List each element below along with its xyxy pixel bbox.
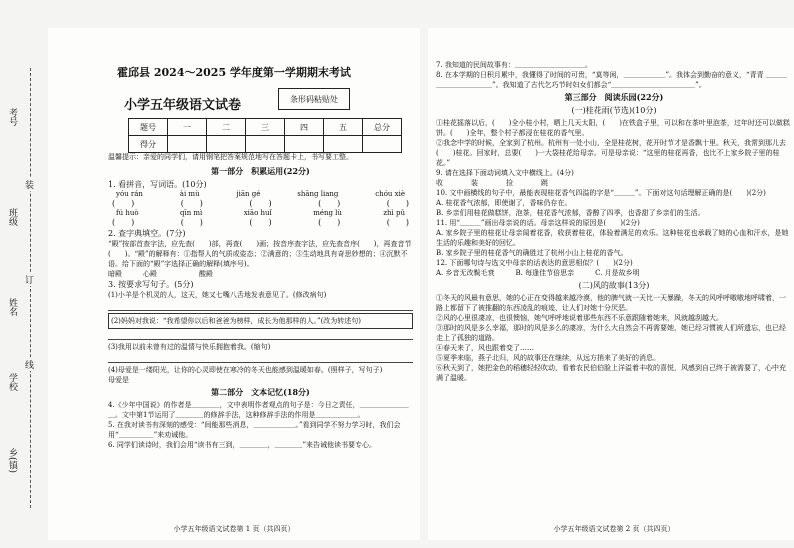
score-header-cell: 五	[324, 119, 363, 136]
reading1-p2: ②我念中学的时候，全家到了杭州。杭州有一处小山，全是桂花树，花开时节才是香飘十里。秋天，我常到那儿去( )桂花。回家时，总要( )一大袋桂花给母亲。可是母亲说：“这里的桂花再香，也比不上家乡院子里的桂花。”	[436, 139, 786, 167]
label-xiang: 乡(镇)	[7, 448, 17, 474]
part1-heading: 第一部分 积累运用(22分)	[211, 166, 310, 176]
binding-dashed-line	[30, 68, 31, 508]
score-row-label: 得分	[129, 136, 168, 153]
score-cell[interactable]	[363, 136, 402, 153]
answer-line[interactable]	[108, 354, 413, 363]
right-content	[436, 60, 792, 383]
score-header-cell: 三	[246, 119, 285, 136]
score-header-cell: 一	[168, 119, 207, 136]
score-cell[interactable]	[168, 136, 207, 153]
cut-ding: 订	[25, 273, 34, 286]
q3-text: 3. 按要求写句子。(5分)	[108, 280, 194, 289]
pinyin-row-2	[108, 209, 413, 217]
score-cell[interactable]	[285, 136, 324, 153]
cut-zhuang: 装	[25, 178, 34, 191]
q9-text: 9. 请在选择下面动词填入文中横线上。(4分)	[436, 169, 574, 177]
score-header-cell: 总分	[363, 119, 402, 136]
label-xingming: 姓名	[7, 298, 17, 316]
pinyin: xiāo huǐ	[243, 209, 272, 217]
reading2-p5: ⑤夏季来临，燕子北归，风的故事还在继续，从远方捎来了美好的消息。	[436, 354, 660, 362]
score-table	[128, 118, 402, 153]
exam-page-2	[428, 28, 794, 540]
reading2-p4: ④春天来了，风也跟着变了……	[436, 344, 534, 352]
barcode-area: 条形码粘贴处	[278, 88, 350, 110]
q9-words: 收 装 捡 跳	[436, 179, 548, 187]
q2-text: 2. 查字典填空。(7分)	[108, 229, 186, 238]
q3-1: (1)小羊是个机灵的人，这天，她又七嘴八舌地发表意见了。(修改病句)	[108, 291, 327, 299]
score-cell[interactable]	[324, 136, 363, 153]
answer-brackets[interactable]: ( ) ( ) ( ) ( ) ( )	[112, 199, 409, 208]
reading1-title: (一)桂花雨(节选)(10分)	[571, 106, 657, 115]
score-header-cell: 四	[285, 119, 324, 136]
score-row	[129, 136, 402, 153]
q2-body: “殿”按部首查字法，应先查( )部，再查( )画；按音序查字法，应先查音序( )，再查音节( )。“殿”的解释有：①指帮人的气质或姿态；②满意的；③生动地具有奇思妙想的；④沉默不语。给下面的“殿”字选择正确的解释(填序号)。	[108, 240, 412, 268]
score-header-cell: 题号	[129, 119, 168, 136]
q7-text: 7. 我知道的民间故事有：＿＿＿＿＿＿＿＿＿＿。	[436, 61, 592, 69]
score-header-row	[129, 119, 402, 136]
q5-text: 5. 在我对读书有深刻的感受：“间能那些消息，＿＿＿＿＿＿。”看到同学不努力学习时，我们会用“＿＿＿＿＿”来劝诫他。	[108, 421, 401, 439]
score-cell[interactable]	[207, 136, 246, 153]
q6-text: 6. 同学们读诗时，我们会用“读书有三到，＿＿＿＿，＿＿＿＿”来告诫他读书要专心。	[108, 441, 377, 449]
pinyin-row-1	[108, 190, 413, 198]
q3-4: (4)母爱是一缕阳光，让你的心灵即使在寒冷的冬天也能感到温暖如春。(照样子，写句子)	[108, 366, 383, 374]
answer-line[interactable]	[108, 331, 413, 340]
q12-text: 12. 下面哪句诗与选文中母亲的话表达的意思相似？( )(2分)	[436, 259, 633, 267]
exam-subtitle: 小学五年级语文试卷	[124, 98, 242, 113]
q10-option-b: B. 乡亲们用桂花做糕饼，泡茶，桂花香气浓郁，香醇了四季，也香甜了乡亲们的生活。	[436, 209, 705, 217]
q8-text: 8. 在本学期的日积月累中，我懂得了时间的可贵，“莫等闲，＿＿＿＿＿＿”。我体会到勤奋的意义，“青青 ＿＿＿＿＿＿＿＿＿＿＿”。我知道了古代乞巧节时妇女们都会“＿＿＿＿＿＿＿＿＿＿＿＿”。	[436, 71, 787, 89]
exam-title: 霍邱县 2024～2025 学年度第一学期期末考试	[117, 66, 351, 79]
q4-text: 4.《少年中国说》的作者是＿＿＿＿，文中表明作者观点的句子是：今日之责任，＿＿＿＿＿＿＿＿。文中第1节运用了＿＿＿＿的修辞手法，这种修辞手法的作用是＿＿＿＿＿＿。	[108, 401, 409, 419]
pinyin: chóu xiè	[375, 190, 405, 198]
q3-2: (2)妈妈对我说：“我希望你以后和爸爸为榜样，成长为他那样的人。”(改为转述句)	[108, 313, 413, 329]
pinyin: zhì pǔ	[383, 209, 405, 217]
q11-text: 11. 用“＿＿＿”画出母亲说的话。母亲这样说的原因是( )(2分)	[436, 219, 640, 227]
reading2-p6: ⑥秋天到了，她把金色的稻穗轻轻吹动，看着农民伯伯脸上洋溢着丰收的喜悦，风感到自己终于被需要了，心中充满了温暖。	[436, 364, 786, 382]
reading2-p3: ③那时的风是多么幸福，那时的风是多么的凄凉，为什么大自然会不再需要她，她已经习惯被人们所遗忘，也已经走上了孤独的道路。	[436, 324, 786, 342]
cut-xian: 线	[25, 358, 34, 371]
exam-page-1	[48, 28, 420, 540]
q3-4b: 母爱是	[108, 376, 129, 384]
q3-3: (3)我用以前未曾有过的温情与快乐拥抱着我。(缩句)	[108, 343, 271, 351]
label-banji: 班级	[7, 208, 17, 226]
answer-line[interactable]	[108, 302, 413, 311]
reading2-title: (二)风的故事(13分)	[578, 281, 650, 290]
q2-options: 暗殿 心殿 酸殿	[108, 270, 213, 278]
binding-strip	[0, 28, 48, 540]
pinyin: fú huò	[116, 209, 139, 217]
page-footer: 小学五年级语文试卷第 1 页（共四页）	[173, 525, 295, 533]
reading2-p2: ②风的心里很凄凉，也很懊恼，她气呼呼地说着那些东西不乐意跟随着她来，风就越刮越大。	[436, 314, 723, 322]
part1-block	[108, 164, 413, 450]
reading1-p1: ①桂花摇落以后，( )全小桂小村，晒上几天太阳，( )在铁盒子里，可以和在茶叶里泡茶，过年时还可以做糕饼。( )全年，整个村子都浸在桂花的香气里。	[436, 119, 790, 137]
label-kaohao: 考号	[7, 108, 17, 126]
score-header-cell: 二	[207, 119, 246, 136]
q11-option-a: A. 家乡院子里的桂花让母亲闻着花香，收获着桂花，体验着满足的欢乐。这种桂花也承载了她的心血和汗水，是她生活的乐趣和美好的回忆。	[436, 229, 789, 247]
q12-options: A. 乡音无改鬓毛衰 B. 每逢佳节倍思亲 C. 月是故乡明	[436, 269, 640, 277]
pinyin: jiān gé	[236, 190, 261, 198]
score-cell[interactable]	[246, 136, 285, 153]
notice-text: 温馨提示：亲爱的同学们，请用钢笔把答案规范地写在答题卡上，书写要工整。	[108, 153, 353, 161]
pinyin: qīn mì	[179, 209, 203, 217]
answer-brackets[interactable]: ( ) ( ) ( ) ( ) ( )	[112, 218, 409, 227]
part2-heading: 第二部分 文本记忆(18分)	[211, 387, 310, 397]
q11-option-b: B. 家乡院子里的桂花香气的确胜过了杭州小山上桂花的香气。	[436, 249, 628, 257]
part3-heading: 第三部分 阅读乐园(22分)	[564, 92, 664, 102]
pinyin: shāng liang	[297, 190, 339, 198]
pinyin: méng lù	[313, 209, 342, 217]
q1-text: 1. 看拼音，写词语。(10分)	[108, 180, 207, 189]
pinyin: ài mù	[179, 190, 200, 198]
label-xuexiao: 学校	[7, 373, 17, 391]
reading2-p1: ①冬天的风最有意思，她的心正在变得越来越冷漠，他的脾气就一天比一天暴躁，冬天的风呼呼嗷嗷地呼啸着，一路上都留下了被推翻的东西凌乱的痕迹，让人们对她十分厌恶。	[436, 294, 786, 312]
pinyin: yóu rán	[116, 190, 143, 198]
q10-text: 10. 文中画横线的句子中，最能表现桂花香气四溢的字是“＿＿＿”。下面对这句话理解正确的是( )(2分)	[436, 189, 766, 197]
page-footer: 小学五年级语文试卷第 2 页（共四页）	[553, 525, 675, 533]
q10-option-a: A. 桂花香气浓郁，即使谢了，香味仍存在。	[436, 199, 572, 207]
